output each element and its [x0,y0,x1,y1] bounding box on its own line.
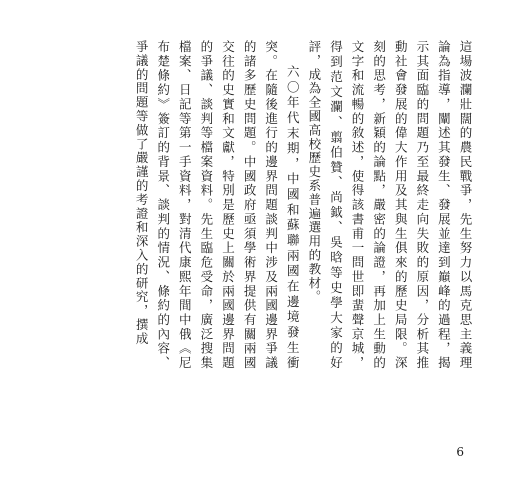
page-number: 6 [456,445,464,459]
paragraph-2: 六〇年代末期，中國和蘇聯兩國在邊境發生衝突。在隨後進行的邊界問題談判中涉及兩國邊界爭議的諸多歷史問題。中國政府亟須學術界提供有關兩國交往的史實和文獻，特別是歷史上關於兩國邊界問題的爭議、談判等檔案資料。先生臨危受命，廣泛搜集檔案、日記等第一手資料，對清代康熙年間中俄《尼布楚條約》簽訂的背景、談判的情況、條約的內容、爭議的問題等做了嚴謹的考證和深入的研究，撰成 [134,40,301,370]
paragraph-1: 這場波瀾壯闊的農民戰爭，先生努力以馬克思主義理論為指導，闡述其發生、發展並達到巔峰的過程，揭示其面臨的問題乃至最終走向失敗的原因，分析其推動社會發展的偉大作用及其與生俱來的歷史局限。深刻的思考，新穎的論點，嚴密的論證，再加上生動的文字和流暢的敘述，使得該書甫一問世即蜚聲京城，得到范文瀾、翦伯贊、尚鉞、吳晗等史學大家的好評，成為全國高校歷史系普遍選用的教材。 [306,40,473,370]
vertical-text-body [44,40,476,370]
